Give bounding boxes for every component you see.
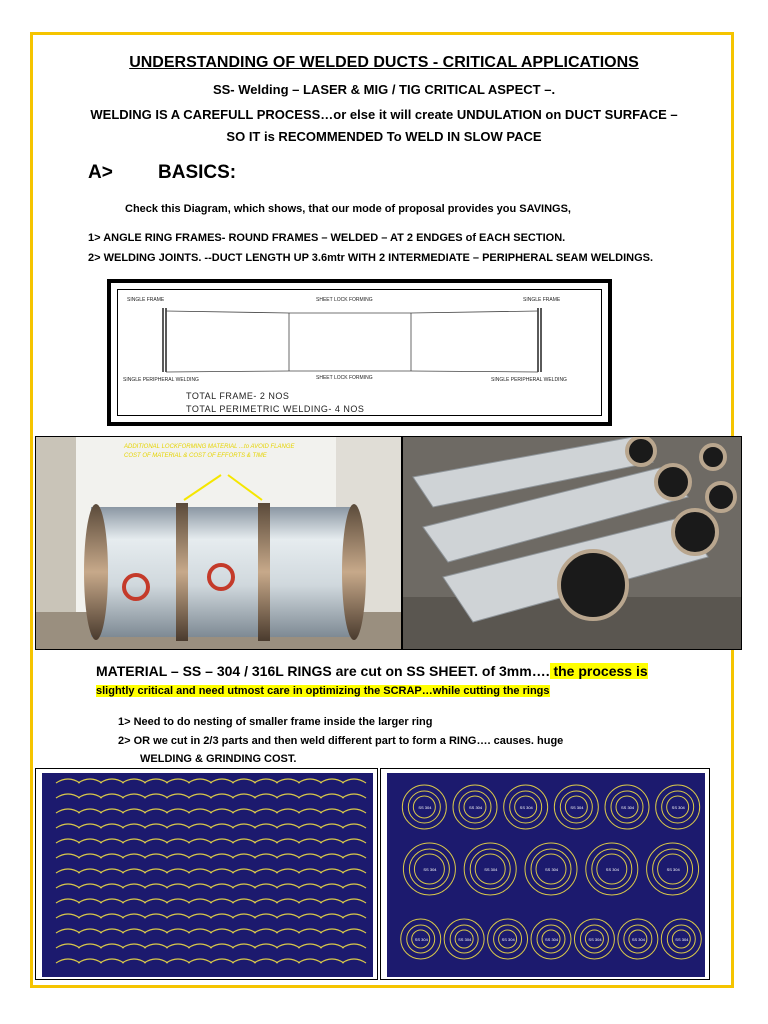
nesting-ring-label: SS 304 — [570, 805, 584, 810]
label-sheet-lock-top: SHEET LOCK FORMING — [316, 297, 373, 303]
section-title: BASICS: — [158, 162, 237, 183]
nesting-arcs-drawing — [36, 769, 378, 980]
nesting-ring-label: SS 304 — [458, 937, 472, 942]
nesting-arcs-image — [35, 768, 378, 980]
label-weld-right: SINGLE PERIPHERAL WELDING — [491, 377, 567, 383]
list-item: WELDING & GRINDING COST. — [140, 753, 297, 765]
nesting-rings-image — [380, 768, 710, 980]
material-text-a: MATERIAL – SS – 304 / 316L RINGS are cut on SS SHEET. of 3mm…. — [96, 663, 550, 679]
duct-photo-1 — [35, 436, 402, 650]
nesting-ring-label: SS 304 — [666, 867, 680, 872]
nesting-ring-label: SS 304 — [418, 805, 432, 810]
nesting-ring-label: SS 304 — [675, 937, 689, 942]
nesting-ring-label: SS 304 — [545, 937, 559, 942]
subtitle-welding: SS- Welding – LASER & MIG / TIG CRITICAL ASPECT –. — [212, 82, 556, 97]
nesting-ring-label: SS 304 — [519, 805, 533, 810]
material-text-highlight: the process is — [549, 663, 648, 679]
nesting-rings-drawing — [381, 769, 710, 980]
nesting-ring-label: SS 304 — [484, 867, 498, 872]
nesting-ring-label: SS 304 — [621, 805, 635, 810]
duct-photo-2-drawing — [403, 437, 742, 650]
nesting-ring-label: SS 304 — [545, 867, 559, 872]
label-single-frame-right: SINGLE FRAME — [523, 297, 561, 303]
duct-photo-2 — [402, 436, 742, 650]
list-item: 2> WELDING JOINTS. --DUCT LENGTH UP 3.6mtr WITH 2 INTERMEDIATE – PERIPHERAL SEAM WELDINGS. — [88, 252, 654, 264]
material-text — [96, 663, 648, 679]
nesting-ring-label: SS 304 — [588, 937, 602, 942]
label-sheet-lock-bottom: SHEET LOCK FORMING — [316, 375, 373, 381]
duct-diagram — [107, 279, 612, 426]
nesting-ring-label: SS 304 — [414, 937, 428, 942]
material-text-b-highlight: slightly critical and need utmost care in optimizing the SCRAP…while cutting the rings — [96, 685, 550, 697]
subtitle-warning-1: WELDING IS A CAREFULL PROCESS…or else it will create UNDULATION on DUCT SURFACE – — [90, 107, 678, 122]
duct-photo-1-drawing — [36, 437, 402, 650]
label-weld-left: SINGLE PERIPHERAL WELDING — [123, 377, 199, 383]
page-title: UNDERSTANDING OF WELDED DUCTS - CRITICAL APPLICATIONS — [129, 54, 639, 71]
nesting-ring-label: SS 304 — [501, 937, 515, 942]
nesting-ring-label: SS 304 — [631, 937, 645, 942]
intro-text: Check this Diagram, which shows, that our mode of proposal provides you SAVINGS, — [125, 203, 571, 215]
photo-annotation-2: COST OF MATERIAL & COST OF EFFORTS & TIME — [124, 453, 267, 459]
material-text-b — [96, 685, 550, 697]
nesting-ring-label: SS 304 — [671, 805, 685, 810]
list-item: 1> ANGLE RING FRAMES- ROUND FRAMES – WELDED – AT 2 ENDGES of EACH SECTION. — [88, 232, 566, 244]
nesting-ring-label: SS 304 — [605, 867, 619, 872]
total-frame: TOTAL FRAME- 2 NOS — [186, 391, 290, 401]
list-item: 2> OR we cut in 2/3 parts and then weld different part to form a RING…. causes. huge — [118, 735, 564, 747]
photo-annotation-1: ADDITIONAL LOCKFORMING MATERIAL ...to AVOID FLANGE — [124, 444, 295, 450]
total-welding: TOTAL PERIMETRIC WELDING- 4 NOS — [186, 404, 365, 414]
label-single-frame-left: SINGLE FRAME — [127, 297, 165, 303]
list-item: 1> Need to do nesting of smaller frame inside the larger ring — [118, 716, 433, 728]
nesting-ring-label: SS 304 — [423, 867, 437, 872]
section-letter: A> — [88, 162, 113, 183]
duct-diagram-drawing — [111, 283, 608, 422]
nesting-ring-label: SS 304 — [469, 805, 483, 810]
subtitle-warning-2: SO IT is RECOMMENDED To WELD IN SLOW PACE — [226, 129, 542, 144]
